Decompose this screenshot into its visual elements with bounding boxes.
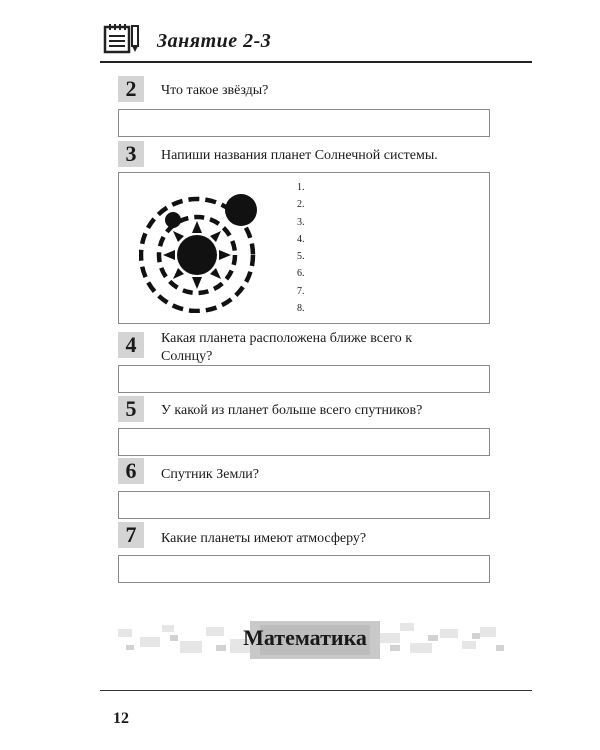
lesson-title: Занятие 2-3 (157, 30, 272, 52)
planet-line-3[interactable]: 3. (297, 216, 305, 228)
section-banner (100, 615, 510, 665)
planet-line-1[interactable]: 1. (297, 182, 305, 193)
planet-line-2[interactable]: 2. (297, 199, 305, 211)
question-4-line-2: Солнцу? (161, 349, 213, 364)
page-number: 12 (113, 710, 129, 727)
planet-line-4[interactable]: 4. (297, 233, 305, 245)
answer-field-4[interactable] (118, 365, 490, 393)
question-5-text: У какой из планет больше всего спутников? (161, 403, 423, 418)
planet-line-7[interactable]: 7. (297, 285, 305, 297)
notepad-pencil-icon (103, 22, 141, 54)
answer-field-6[interactable] (118, 491, 490, 519)
planet-line-5[interactable]: 5. (297, 251, 305, 263)
question-number-3: 3 (118, 141, 144, 167)
answer-field-2[interactable] (118, 109, 490, 137)
section-title: Математика (243, 625, 367, 650)
question-2-text: Что такое звёзды? (161, 83, 269, 98)
header-divider (100, 61, 532, 63)
question-4-line-1: Какая планета расположена ближе всего к (161, 331, 413, 346)
solar-system-icon (139, 183, 269, 313)
planets-answer-box[interactable] (118, 172, 490, 324)
question-number-7: 7 (118, 522, 144, 548)
planet-number-list (297, 179, 305, 317)
footer-divider (100, 690, 532, 691)
question-6-text: Спутник Земли? (161, 467, 260, 482)
answer-field-7[interactable] (118, 555, 490, 583)
planet-line-8[interactable]: 8. (297, 303, 305, 315)
question-number-2: 2 (118, 76, 144, 102)
question-number-5: 5 (118, 396, 144, 422)
question-number-6: 6 (118, 458, 144, 484)
question-4-text (161, 330, 481, 366)
question-number-4: 4 (118, 332, 144, 358)
planet-line-6[interactable]: 6. (297, 268, 305, 280)
question-7-text: Какие планеты имеют атмосферу? (161, 531, 367, 546)
question-3-text: Напиши названия планет Солнечной системы. (161, 148, 438, 163)
answer-field-5[interactable] (118, 428, 490, 456)
